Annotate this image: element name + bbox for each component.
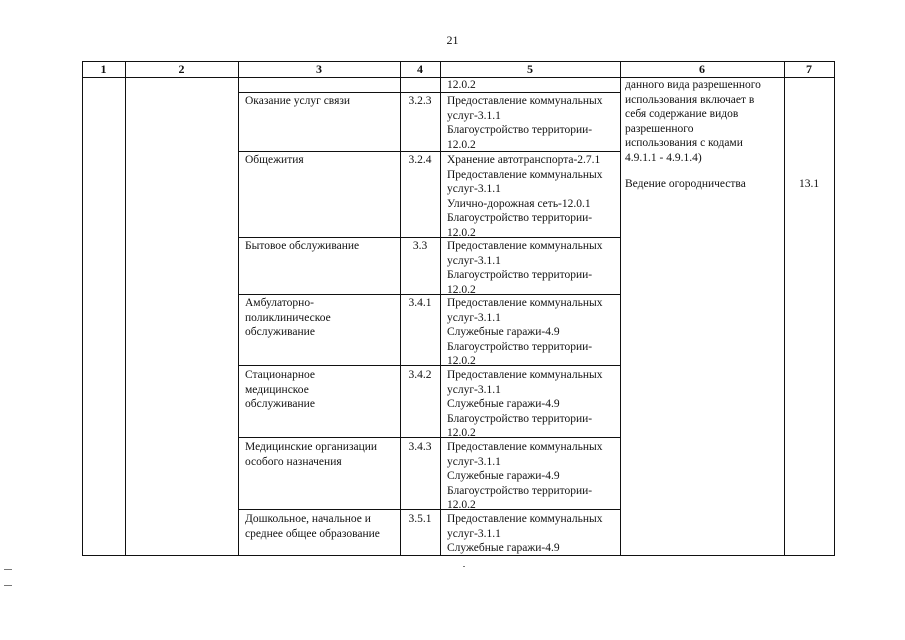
- page-number: 21: [446, 33, 459, 47]
- column-header: 6: [699, 62, 705, 76]
- use-name: Стационарное медицинское обслуживание: [245, 369, 316, 411]
- use-code: 3.2.4: [408, 154, 432, 166]
- column-divider: [238, 61, 239, 556]
- use-code: 3.4.1: [408, 297, 432, 309]
- use-name: Дошкольное, начальное и среднее общее образование: [245, 513, 380, 540]
- column-divider: [440, 61, 441, 556]
- auxiliary-uses: Предоставление коммунальных услуг-3.1.1 Служебные гаражи-4.9 Благоустройство территории- 12.0.2: [447, 369, 603, 440]
- use-name: Общежития: [245, 154, 304, 166]
- column-header: 7: [806, 62, 812, 76]
- use-code: 3.5.1: [408, 513, 432, 525]
- table-border: [834, 61, 835, 556]
- column-divider: [784, 61, 785, 556]
- auxiliary-uses: Предоставление коммунальных услуг-3.1.1 Служебные гаражи-4.9 Благоустройство территории- 12.0.2: [447, 297, 603, 368]
- continuation-text: 12.0.2: [447, 79, 476, 91]
- use-name: Медицинские организации особого назначения: [245, 441, 378, 468]
- use-code: 3.4.2: [408, 369, 432, 381]
- auxiliary-uses: Предоставление коммунальных услуг-3.1.1 Служебные гаражи-4.9: [447, 513, 603, 555]
- use-code: 3.2.3: [408, 95, 432, 107]
- use-code: 3.3: [412, 240, 428, 252]
- table-border: [82, 61, 83, 556]
- conditional-use-code: 13.1: [798, 178, 820, 190]
- conditional-use-note: данного вида разрешенного использования включает в себя содержание видов разрешенного использования с кодами 4.9.1.1 - 4.9.1.4): [625, 79, 761, 164]
- column-header: 2: [178, 62, 185, 76]
- scan-mark: [4, 569, 12, 570]
- scan-mark: [463, 566, 465, 567]
- column-header: 1: [100, 62, 107, 76]
- column-divider: [620, 61, 621, 556]
- use-name: Амбулаторно- поликлиническое обслуживание: [245, 297, 331, 339]
- column-header: 3: [316, 62, 322, 76]
- row-divider: [238, 92, 621, 93]
- auxiliary-uses: Предоставление коммунальных услуг-3.1.1 Благоустройство территории- 12.0.2: [447, 95, 603, 151]
- use-name: Оказание услуг связи: [245, 95, 351, 107]
- auxiliary-uses: Хранение автотранспорта-2.7.1 Предоставление коммунальных услуг-3.1.1 Улично-дорожная сеть-12.0.1 Благоустройство территории- 12.0.2: [447, 154, 603, 239]
- scan-mark: [4, 585, 12, 586]
- conditional-use-name: Ведение огородничества: [625, 178, 746, 190]
- auxiliary-uses: Предоставление коммунальных услуг-3.1.1 Благоустройство территории- 12.0.2: [447, 240, 603, 296]
- column-header: 4: [417, 62, 423, 76]
- auxiliary-uses: Предоставление коммунальных услуг-3.1.1 Служебные гаражи-4.9 Благоустройство территории- 12.0.2: [447, 441, 603, 512]
- column-header: 5: [527, 62, 533, 76]
- use-code: 3.4.3: [408, 441, 432, 453]
- column-divider: [125, 61, 126, 556]
- use-name: Бытовое обслуживание: [245, 240, 360, 252]
